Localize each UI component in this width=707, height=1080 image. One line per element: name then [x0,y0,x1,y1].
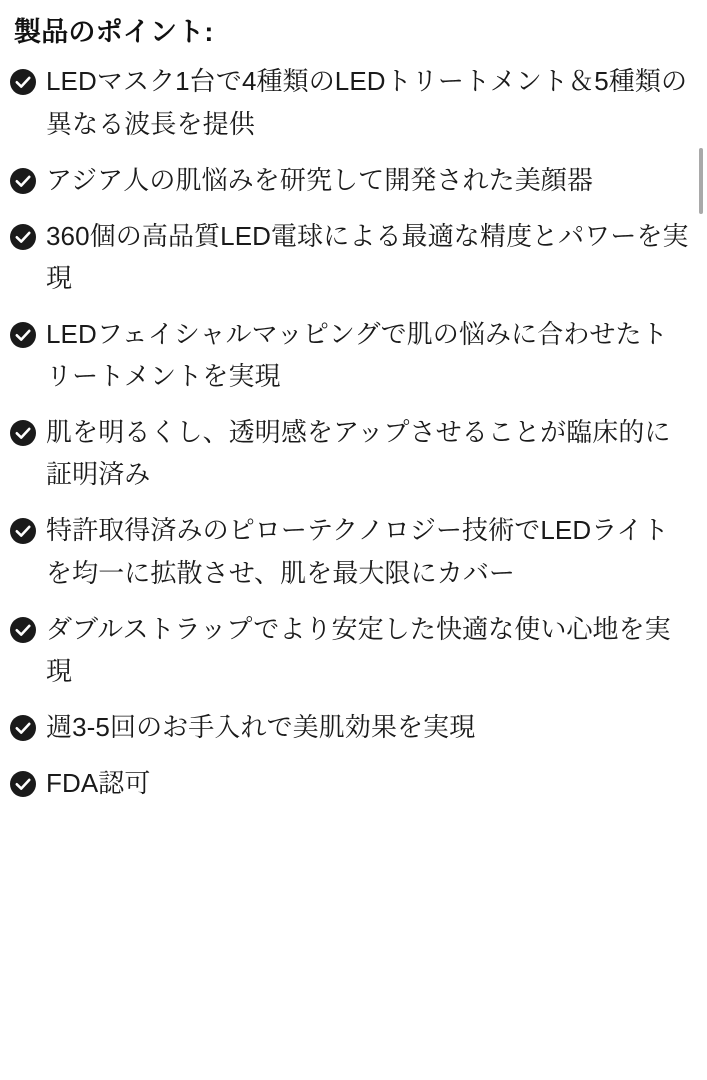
list-item [10,60,689,144]
list-item-label: FDA認可 [46,767,151,798]
list-item-label: 肌を明るくし、透明感をアップさせることが臨床的に証明済み [46,417,671,490]
page-scrollbar[interactable] [699,148,703,214]
list-item [10,215,689,299]
list-item [10,762,689,804]
list-item-label: LEDフェイシャルマッピングで肌の悩みに合わせたトリートメントを実現 [46,318,668,392]
list-item-label: 特許取得済みのピローテクノロジー技術でLEDライトを均一に拡散させ、肌を最大限にカバー [46,515,669,588]
list-item-label: ダブルストラップでより安定した快適な使い心地を実現 [46,613,671,686]
list-item-label: 360個の高品質LED電球による最適な精度とパワーを実現 [46,220,689,293]
list-item-label: 週3-5回のお手入れで美肌効果を実現 [46,711,476,742]
list-item [10,706,689,748]
check-circle-icon [10,420,36,446]
product-points-list [10,60,689,804]
page-title: 製品のポイント: [14,17,214,47]
check-circle-icon [10,69,36,95]
check-circle-icon [10,322,36,348]
list-item [10,313,689,397]
check-circle-icon [10,617,36,643]
check-circle-icon [10,224,36,250]
check-circle-icon [10,771,36,797]
check-circle-icon [10,518,36,544]
list-item [10,608,689,692]
check-circle-icon [10,715,36,741]
list-item-label: アジア人の肌悩みを研究して開発された美顔器 [46,164,594,195]
list-item [10,159,689,201]
list-item-label: LEDマスク1台で4種類のLEDトリートメント＆5種類の異なる波長を提供 [46,66,688,139]
list-item [10,509,689,593]
check-circle-icon [10,168,36,194]
list-item [10,411,689,495]
